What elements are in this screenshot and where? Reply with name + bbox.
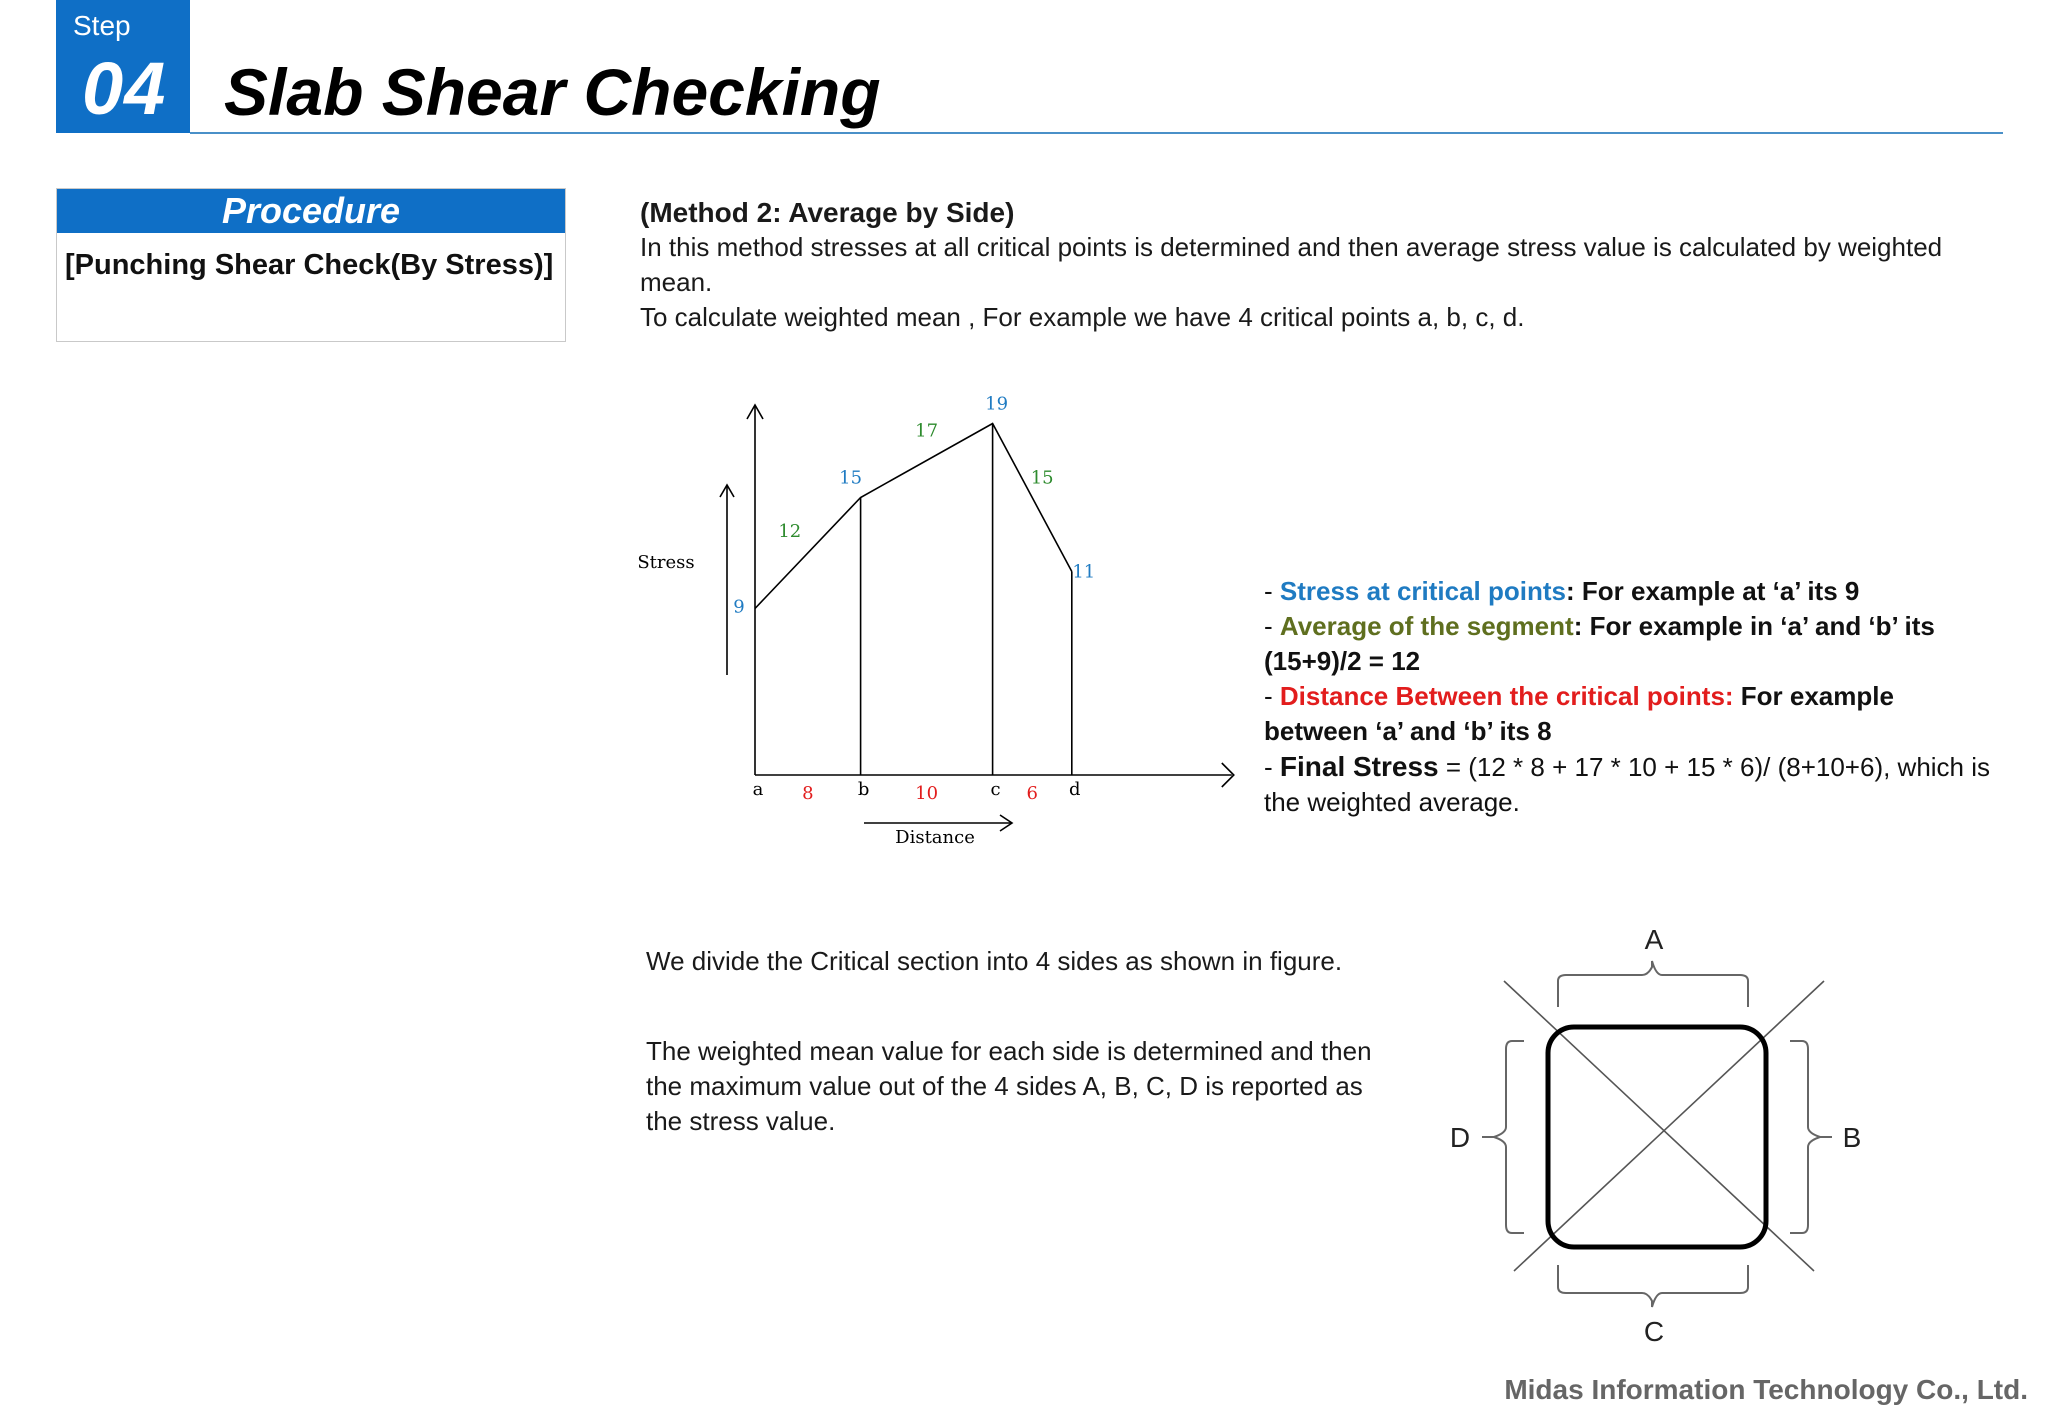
- legend-term-average: Average of the segment: [1279, 611, 1574, 641]
- step-number: 04: [82, 47, 167, 130]
- bracket-bottom: [1558, 1265, 1748, 1307]
- x-tick-label: b: [857, 779, 870, 800]
- title-divider: [190, 132, 2003, 134]
- legend-item-distance: [1264, 679, 2004, 714]
- point-value-label: 19: [985, 393, 1009, 415]
- step-badge: [56, 0, 190, 133]
- y-axis-label: Stress: [637, 552, 695, 573]
- point-value-label: 15: [839, 467, 863, 489]
- legend-term-distance: Distance Between the critical points:: [1279, 681, 1734, 711]
- intro-line-1: In this method stresses at all critical points is determined and then average stress value is calculated by weighted mean.: [640, 232, 1943, 297]
- legend-dash: -: [1264, 611, 1280, 641]
- legend-item-stress: [1264, 574, 2004, 609]
- procedure-subheading: [Punching Shear Check(By Stress)]: [65, 249, 554, 281]
- section-paragraph-1: We divide the Critical section into 4 sides as shown in figure.: [646, 946, 1343, 976]
- chart-legend: [1264, 574, 2004, 820]
- company-footer: Midas Information Technology Co., Ltd.: [1504, 1374, 2028, 1405]
- x-tick-label: c: [990, 779, 1001, 800]
- legend-text-stress: : For example at ‘a’ its 9: [1566, 576, 1860, 606]
- legend-text-average: : For example in ‘a’ and ‘b’ its: [1573, 611, 1935, 641]
- x-tick-label: d: [1069, 779, 1081, 800]
- legend-item-final: [1264, 749, 2004, 820]
- segment-average-label: 12: [778, 521, 802, 542]
- bracket-left: [1494, 1041, 1524, 1233]
- method-title: (Method 2: Average by Side): [640, 197, 1015, 228]
- point-value-label: 9: [733, 596, 745, 618]
- legend-item-average: [1264, 609, 2004, 644]
- legend-dash: -: [1264, 576, 1280, 606]
- bracket-right: [1790, 1041, 1820, 1233]
- legend-term-final: Final Stress: [1279, 751, 1439, 782]
- legend-dash: -: [1264, 752, 1280, 782]
- side-label-b: B: [1842, 1122, 1862, 1153]
- side-label-a: A: [1644, 924, 1664, 955]
- stress-distance-chart: [620, 385, 1240, 855]
- segment-distance-label: 8: [802, 783, 814, 804]
- segment-distance-label: 6: [1026, 783, 1038, 804]
- x-axis-label: Distance: [895, 827, 975, 848]
- page-title: Slab Shear Checking: [224, 55, 881, 129]
- side-label-d: D: [1449, 1122, 1471, 1153]
- legend-text-average-formula: (15+9)/2 = 12: [1264, 646, 1421, 676]
- x-tick-label: a: [752, 779, 764, 800]
- segment-average-label: 17: [915, 420, 939, 442]
- section-paragraph-2: The weighted mean value for each side is determined and then the maximum value out of the 4 sides A, B, C, D is reported as the stress value.: [646, 1036, 1372, 1136]
- segment-distance-label: 10: [915, 783, 939, 804]
- critical-section-diagram: [1420, 915, 1880, 1355]
- procedure-heading: Procedure: [57, 189, 565, 233]
- legend-text-distance-example: between ‘a’ and ‘b’ its 8: [1264, 716, 1552, 746]
- stress-line: [755, 424, 1072, 609]
- intro-line-2: To calculate weighted mean , For example we have 4 critical points a, b, c, d.: [640, 302, 1525, 332]
- legend-text-final: = (12 * 8 + 17 * 10 + 15 * 6)/ (8+10+6), which is the weighted average.: [1264, 752, 1991, 817]
- step-label: Step: [73, 10, 131, 41]
- segment-average-label: 15: [1030, 467, 1054, 489]
- side-label-c: C: [1643, 1316, 1665, 1347]
- legend-text-distance: For example: [1733, 681, 1894, 711]
- legend-term-stress: Stress at critical points: [1279, 576, 1566, 606]
- method-intro: [640, 230, 2000, 335]
- procedure-panel: [56, 188, 566, 342]
- point-value-label: 11: [1072, 561, 1096, 583]
- bracket-top: [1558, 961, 1748, 1007]
- legend-dash: -: [1264, 681, 1280, 711]
